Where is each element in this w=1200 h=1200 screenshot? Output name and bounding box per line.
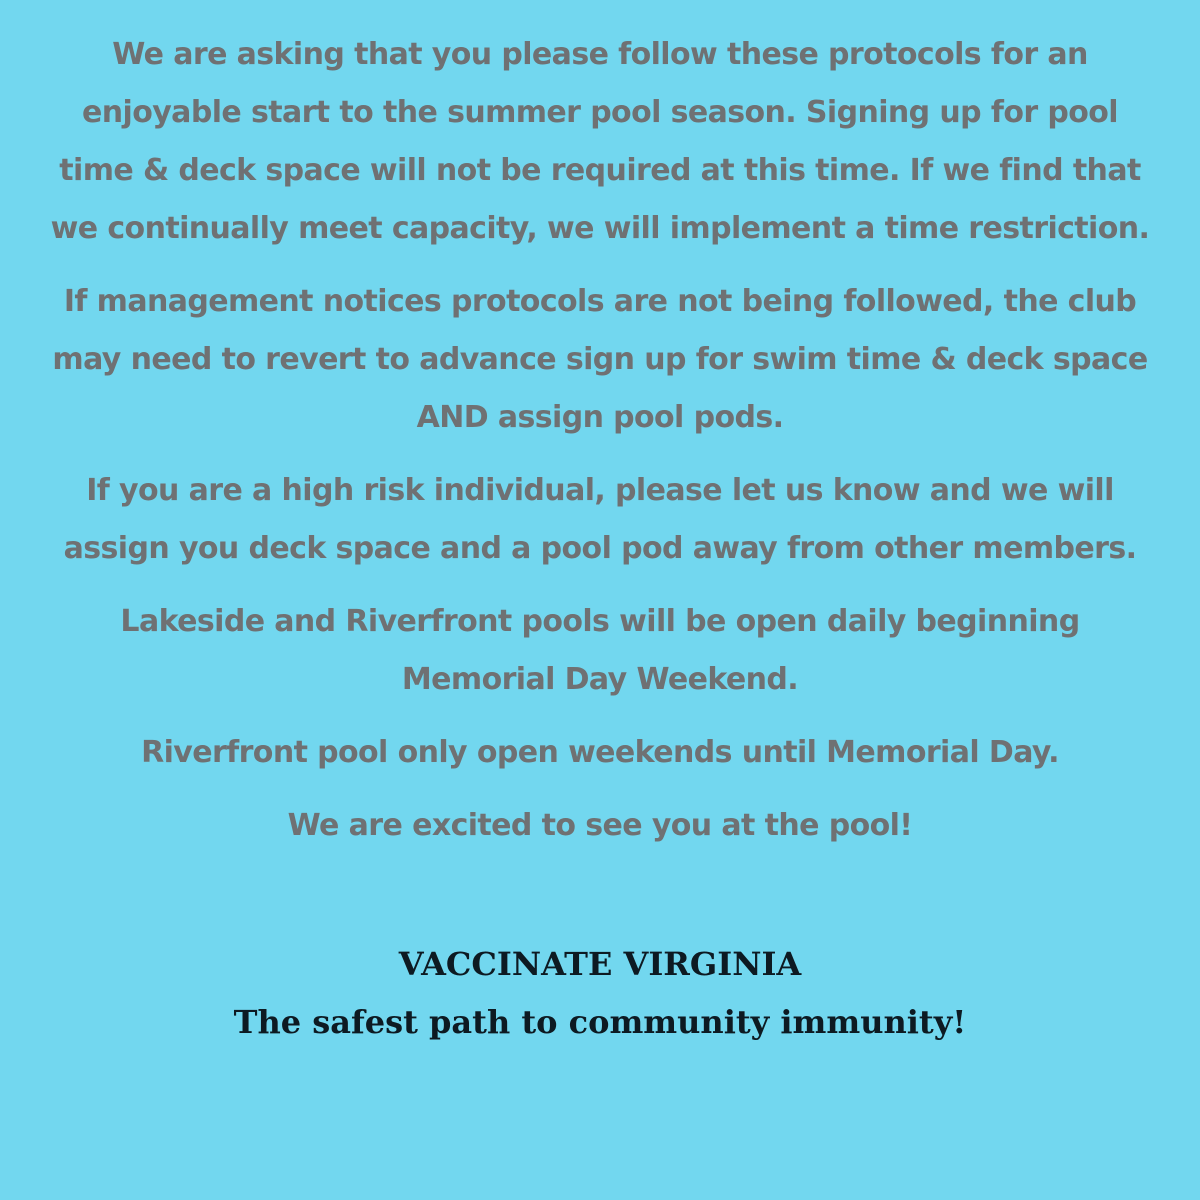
paragraph-management — [0, 273, 1200, 447]
paragraph-line: time & deck space will not be required at this time. If we find that — [59, 153, 1141, 188]
paragraph-line: may need to revert to advance sign up for swim time & deck space — [52, 342, 1148, 377]
paragraph-line: If management notices protocols are not being followed, the club — [63, 284, 1137, 319]
notice-text — [0, 26, 1200, 870]
paragraph-excited — [0, 797, 1200, 855]
paragraph-line: We are asking that you please follow these protocols for an — [112, 37, 1088, 72]
paragraph-line: Riverfront pool only open weekends until Memorial Day. — [141, 735, 1059, 770]
paragraph-protocols — [0, 26, 1200, 258]
paragraph-open-daily — [0, 593, 1200, 709]
paragraph-line: we continually meet capacity, we will implement a time restriction. — [50, 211, 1150, 246]
paragraph-high-risk — [0, 462, 1200, 578]
slogan-title: VACCINATE VIRGINIA — [398, 945, 802, 983]
paragraph-line: If you are a high risk individual, please let us know and we will — [86, 473, 1114, 508]
slogan-subtitle: The safest path to community immunity! — [233, 1003, 967, 1041]
paragraph-line: AND assign pool pods. — [416, 400, 784, 435]
paragraph-line: Lakeside and Riverfront pools will be open daily beginning — [120, 604, 1080, 639]
paragraph-line: Memorial Day Weekend. — [401, 662, 799, 697]
paragraph-line: enjoyable start to the summer pool season. Signing up for pool — [82, 95, 1118, 130]
paragraph-weekends — [0, 724, 1200, 782]
paragraph-line: assign you deck space and a pool pod away from other members. — [63, 531, 1137, 566]
paragraph-line: We are excited to see you at the pool! — [287, 808, 913, 843]
